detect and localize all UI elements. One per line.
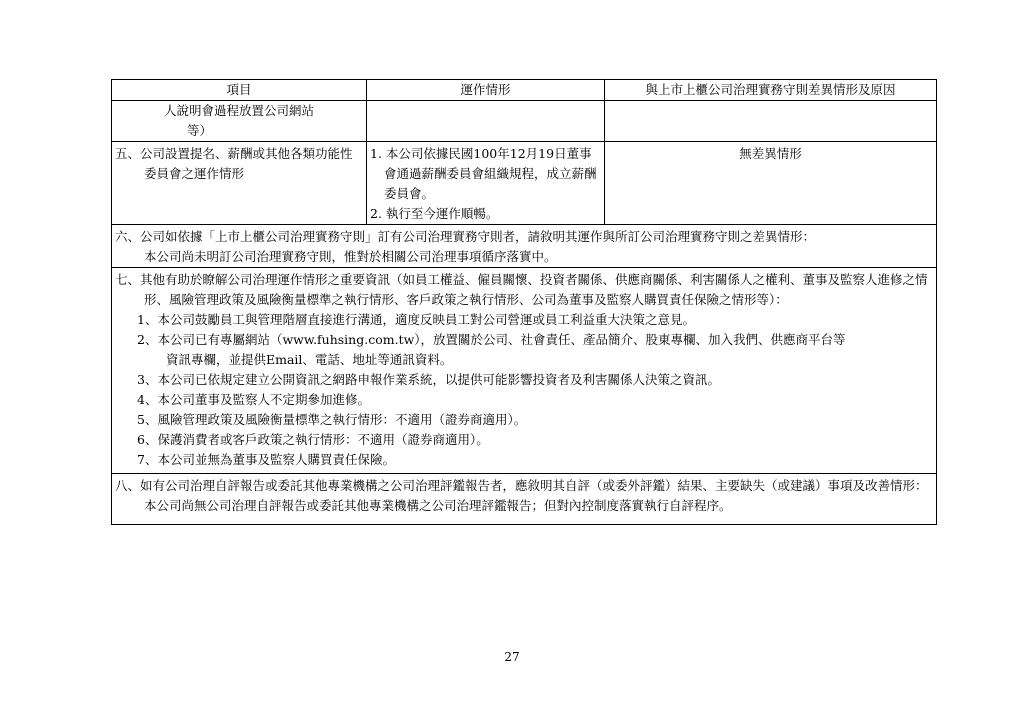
row8-heading: 八、如有公司治理自評報告或委託其他專業機構之公司治理評鑑報告者，應敘明其自評（或委外評鑑）結果、主要缺失（或建議）事項及改善情形： xyxy=(115,478,928,493)
header-status: 運作情形 xyxy=(367,80,605,101)
row-8 xyxy=(112,474,937,525)
row5-status-2: 2. 執行至今運作順暢。 xyxy=(370,206,499,221)
row5-status-1: 1. 本公司依據民國100年12月19日董事會通過薪酬委員會組織規程，成立薪酬委員會。 xyxy=(370,146,597,201)
row8-body: 本公司尚無公司治理自評報告或委託其他專業機構之公司治理評鑑報告；但對內控制度落實執行自評程序。 xyxy=(144,498,732,513)
row7-item-2: 2、本公司已有專屬網站（www.fuhsing.com.tw），放置關於公司、社會責任、產品簡介、股東專欄、加入我們、供應商平台等 xyxy=(137,332,846,347)
row-4-continued xyxy=(112,101,937,142)
header-difference: 與上市上櫃公司治理實務守則差異情形及原因 xyxy=(605,80,937,101)
row-7 xyxy=(112,268,937,474)
row7-heading: 七、其他有助於瞭解公司治理運作情形之重要資訊（如員工權益、僱員關懷、投資者關係、供應商關係、利害關係人之權利、董事及監察人進修之情形、風險管理政策及風險衡量標準之執行情形、客戶政策之執行情形、公司為董事及監察人購買責任保險之情形等）： xyxy=(115,272,928,307)
row7-item-3: 3、本公司已依規定建立公開資訊之網路申報作業系統，以提供可能影響投資者及利害關係人決策之資訊。 xyxy=(137,372,720,387)
row7-item-7: 7、本公司並無為董事及監察人購買責任保險。 xyxy=(137,452,395,467)
row5-difference-cell: 無差異情形 xyxy=(605,142,937,225)
row7-item-1: 1、本公司鼓勵員工與管理階層直接進行溝通，適度反映員工對公司營運或員工利益重大決策之意見。 xyxy=(137,312,695,327)
row7-item-5: 5、風險管理政策及風險衡量標準之執行情形：不適用（證券商適用）。 xyxy=(137,412,527,427)
row6-cell xyxy=(112,225,937,268)
row7-cell xyxy=(112,268,937,474)
row7-item-6: 6、保護消費者或客戶政策之執行情形：不適用（證券商適用）。 xyxy=(137,432,489,447)
row7-item-2-cont: 資訊專欄，並提供Email、電話、地址等通訊資料。 xyxy=(166,352,453,367)
row4-item-cell xyxy=(112,101,367,142)
row7-item-4: 4、本公司董事及監察人不定期參加進修。 xyxy=(137,392,370,407)
row4-difference-cell xyxy=(605,101,937,142)
page-number: 27 xyxy=(504,650,520,664)
row6-line1: 六、公司如依據「上市上櫃公司治理實務守則」訂有公司治理實務守則者，請敘明其運作與所訂公司治理實務守則之差異情形： xyxy=(115,229,816,244)
row5-item: 五、公司設置提名、薪酬或其他各類功能性委員會之運作情形 xyxy=(115,146,353,181)
row5-status-cell xyxy=(367,142,605,225)
row-5 xyxy=(112,142,937,225)
row4-item-line2: 等） xyxy=(187,123,213,138)
governance-table xyxy=(111,79,937,525)
row8-cell xyxy=(112,474,937,525)
header-row xyxy=(112,80,937,101)
row4-item-line1: 人說明會過程放置公司網站 xyxy=(163,103,314,118)
row4-status-cell xyxy=(367,101,605,142)
row6-line2: 本公司尚未明訂公司治理實務守則，惟對於相關公司治理事項循序落實中。 xyxy=(144,249,557,264)
row5-item-cell xyxy=(112,142,367,225)
header-item: 項目 xyxy=(112,80,367,101)
row-6 xyxy=(112,225,937,268)
